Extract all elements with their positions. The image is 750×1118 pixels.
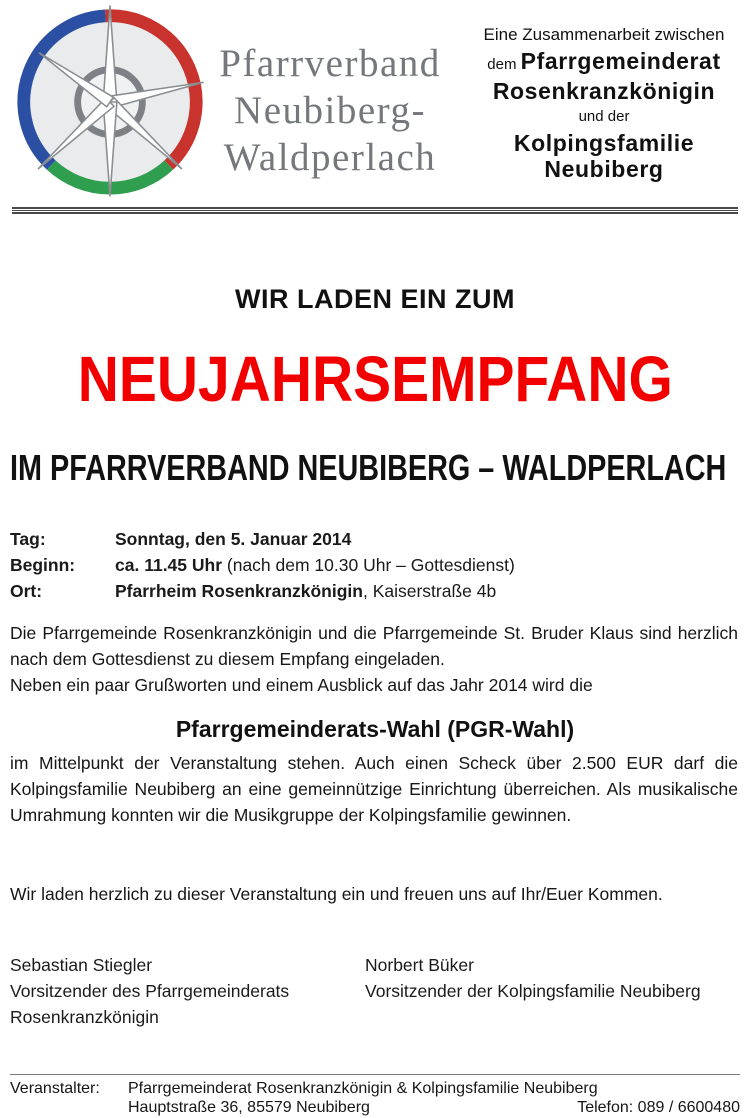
signature-role: Vorsitzender des Pfarrgemeinderats [10, 981, 290, 1001]
body-paragraph-1 [10, 620, 738, 698]
collab-line: Neubiberg [544, 156, 664, 182]
collab-line: Rosenkranzkönigin [492, 78, 716, 104]
body-line: im Mittelpunkt der Veranstaltung stehen. Auch einen Scheck über 2.500 EUR darf die [10, 753, 738, 773]
body-line: Neben ein paar Grußworten und einem Ausblick auf das Jahr 2014 wird die [10, 675, 593, 695]
footer-organizer: Pfarrgemeinderat Rosenkranzkönigin & Kolpingsfamilie Neubiberg [128, 1080, 598, 1097]
detail-value: Pfarrheim Rosenkranzkönigin, Kaiserstraße 4b [115, 581, 497, 601]
footer-divider [10, 1074, 740, 1075]
collaboration-note [460, 22, 748, 182]
signature-name: Norbert Büker [365, 955, 474, 975]
collab-line: dem Pfarrgemeinderat [487, 48, 721, 74]
footer-row-address [10, 1098, 740, 1117]
signature-role: Rosenkranzkönigin [10, 1007, 159, 1027]
collab-line: Kolpingsfamilie [513, 130, 695, 156]
footer-address: Hauptstraße 36, 85579 Neubiberg [128, 1099, 370, 1116]
footer-spacer [10, 1098, 128, 1117]
footer [10, 1079, 740, 1117]
signature-name: Sebastian Stiegler [10, 955, 153, 975]
signature-right [365, 952, 740, 1004]
detail-row-beginn [10, 552, 740, 578]
collab-line: und der [578, 108, 630, 125]
org-name-line: Pfarrverband [219, 42, 441, 85]
event-subtitle: IM PFARRVERBAND NEUBIBERG – WALDPERLACH [10, 447, 727, 488]
body-line: Die Pfarrgemeinde Rosenkranzkönigin und die Pfarrgemeinde St. Bruder Klaus sind herzlich [10, 623, 738, 643]
event-title: NEUJAHRSEMPFANG [77, 343, 673, 415]
compass-star-icon [12, 4, 208, 200]
org-name [188, 40, 472, 181]
detail-value: ca. 11.45 Uhr (nach dem 10.30 Uhr – Gottesdienst) [115, 555, 515, 575]
signature-left [10, 952, 350, 1030]
detail-label: Beginn: [10, 555, 76, 575]
detail-row-tag [10, 526, 740, 552]
collab-line: Eine Zusammenarbeit zwischen [483, 25, 725, 44]
org-name-line: Neubiberg- [234, 89, 426, 132]
footer-row-organizer [10, 1079, 740, 1098]
body-line: Kolpingsfamilie Neubiberg an eine gemeinnützige Einrichtung überreichen. Als musikalische [10, 779, 738, 799]
signature-role: Vorsitzender der Kolpingsfamilie Neubiberg [365, 981, 701, 1001]
detail-value: Sonntag, den 5. Januar 2014 [115, 529, 352, 549]
org-name-line: Waldperlach [223, 136, 437, 179]
closing-sentence: Wir laden herzlich zu dieser Veranstaltung ein und freuen uns auf Ihr/Euer Kommen. [10, 884, 663, 904]
pfarrverband-compass-logo [12, 4, 208, 200]
footer-phone: Telefon: 089 / 6600480 [577, 1099, 740, 1116]
invitation-intro: WIR LADEN EIN ZUM [235, 284, 515, 314]
detail-label: Tag: [10, 529, 46, 549]
detail-label: Ort: [10, 581, 43, 601]
body-line: Umrahmung konnten wir die Musikgruppe der Kolpingsfamilie gewinnen. [10, 805, 572, 825]
event-details [10, 526, 740, 604]
detail-row-ort [10, 578, 740, 604]
body-line: nach dem Gottesdienst zu diesem Empfang eingeladen. [10, 649, 445, 669]
body-paragraph-2 [10, 750, 738, 828]
header-divider [12, 207, 738, 214]
footer-label: Veranstalter: [10, 1080, 100, 1097]
pgr-wahl-heading: Pfarrgemeinderats-Wahl (PGR-Wahl) [175, 716, 575, 742]
